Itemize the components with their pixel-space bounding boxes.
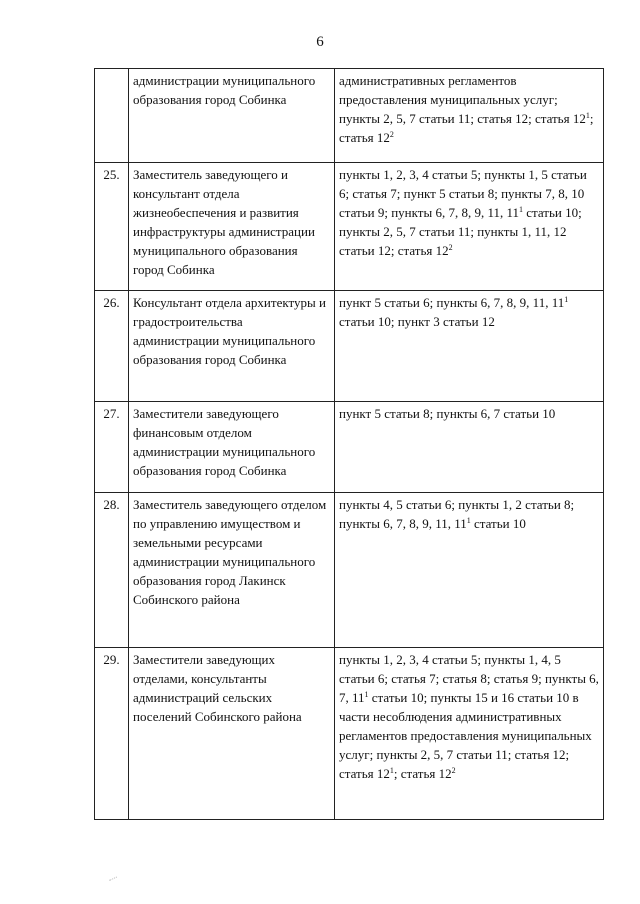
articles-cell bbox=[335, 291, 604, 402]
table-row bbox=[95, 69, 604, 163]
articles-text: ; статья 12 bbox=[393, 766, 452, 781]
articles-text: статьи 10 bbox=[470, 516, 526, 531]
superscript: 2 bbox=[389, 130, 394, 139]
articles-text: пункты 1, 2, 3, 4 статьи 5; пункты 1, 4, 5 статьи 6; статья 7; статья 8; статья 9; пункты 6, 7, 11 bbox=[339, 652, 599, 705]
position-cell: Заместитель заведующего отделом по управлению имуществом и земельными ресурсами администрации муниципального образования город Лакинск Собинского района bbox=[129, 493, 335, 648]
articles-cell bbox=[335, 648, 604, 820]
superscript: 2 bbox=[451, 766, 456, 775]
position-cell: Консультант отдела архитектуры и градостроительства администрации муниципального образования город Собинка bbox=[129, 291, 335, 402]
superscript: 1 bbox=[518, 205, 523, 214]
superscript: 2 bbox=[448, 243, 453, 252]
table-row bbox=[95, 648, 604, 820]
articles-cell bbox=[335, 163, 604, 291]
articles-text: статьи 10; пункты 2, 5, 7 статьи 11; пункты 1, 11, 12 статьи 12; статья 12 bbox=[339, 205, 582, 258]
superscript: 1 bbox=[466, 516, 471, 525]
articles-text: пункты 1, 2, 3, 4 статьи 5; пункты 1, 5 статьи 6; статья 7; пункт 5 статьи 8; пункты 7, 8, 10 статьи 9; пункты 6, 7, 8, 9, 11, 11 bbox=[339, 167, 587, 220]
positions-table bbox=[94, 68, 604, 820]
superscript: 1 bbox=[364, 690, 369, 699]
articles-text: пункт 5 статьи 6; пункты 6, 7, 8, 9, 11, 11 bbox=[339, 295, 565, 310]
row-number: 28. bbox=[95, 493, 129, 648]
articles-text: пункты 4, 5 статьи 6; пункты 1, 2 статьи 8; пункты 6, 7, 8, 9, 11, 11 bbox=[339, 497, 575, 531]
table-row bbox=[95, 291, 604, 402]
table-row bbox=[95, 493, 604, 648]
row-number bbox=[95, 69, 129, 163]
articles-cell bbox=[335, 69, 604, 163]
row-number: 29. bbox=[95, 648, 129, 820]
articles-text: пункт 5 статьи 8; пункты 6, 7 статьи 10 bbox=[339, 406, 556, 421]
superscript: 1 bbox=[389, 766, 394, 775]
position-cell: администрации муниципального образования город Собинка bbox=[129, 69, 335, 163]
articles-text: ; статья 12 bbox=[339, 111, 594, 145]
position-cell: Заместители заведующих отделами, консультанты администраций сельских поселений Собинского района bbox=[129, 648, 335, 820]
position-cell: Заместитель заведующего и консультант отдела жизнеобеспечения и развития инфраструктуры администрации муниципального образования город Собинка bbox=[129, 163, 335, 291]
articles-cell bbox=[335, 402, 604, 493]
table-row bbox=[95, 163, 604, 291]
superscript: 1 bbox=[585, 111, 590, 120]
articles-cell bbox=[335, 493, 604, 648]
articles-text: статьи 10; пункт 3 статьи 12 bbox=[339, 314, 495, 329]
scan-mark bbox=[109, 877, 118, 885]
page-number: 6 bbox=[316, 34, 324, 50]
articles-text: статьи 10; пункты 15 и 16 статьи 10 в части несоблюдения административных регламентов предоставления муниципальных услуг; пункты 2, 5, 7 статьи 11; статья 12; статья 12 bbox=[339, 690, 592, 781]
row-number: 26. bbox=[95, 291, 129, 402]
superscript: 1 bbox=[564, 295, 569, 304]
position-cell: Заместители заведующего финансовым отделом администрации муниципального образования город Собинка bbox=[129, 402, 335, 493]
row-number: 25. bbox=[95, 163, 129, 291]
row-number: 27. bbox=[95, 402, 129, 493]
table-row bbox=[95, 402, 604, 493]
articles-text: административных регламентов предоставления муниципальных услуг; пункты 2, 5, 7 статьи 11; статья 12; статья 12 bbox=[339, 73, 586, 126]
